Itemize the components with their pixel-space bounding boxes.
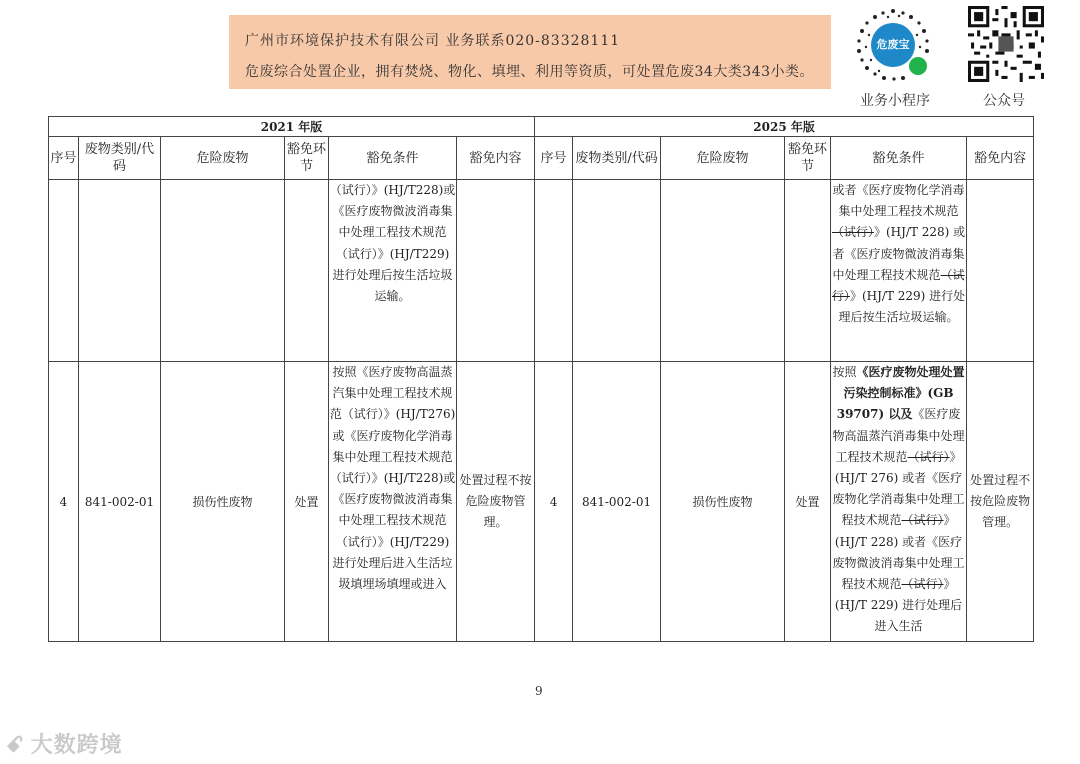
watermark-text: 大数跨境 [30,733,123,758]
header-content-2025: 豁免内容 [967,137,1034,180]
stage-2025: 处置 [785,362,831,642]
version-2025-header: 2025 年版 [535,117,1034,137]
header-category-2025: 废物类别/代码 [573,137,661,180]
waste-2021: 损伤性废物 [161,362,285,642]
company-banner [229,15,831,89]
content-2025: 处置过程不按危险废物管理。 [967,362,1034,642]
condition-2021-cell: 按照《医疗废物高温蒸汽集中处理工程技术规范（试行）》(HJ/T276)或《医疗废物化学消毒集中处理工程技术规范（试行）》(HJ/T228)或《医疗废物微波消毒集中处理工程技术规范（试行）》(HJ/T229) 进行处理后进入生活垃圾填埋场填埋或进入 [329,362,457,642]
table-row [49,180,1034,362]
mini-program-center-label: 危废宝 [871,23,915,67]
header-content-2021: 豁免内容 [457,137,535,180]
header-seq-2021: 序号 [49,137,79,180]
table-row [49,362,1034,642]
header-waste-2025: 危险废物 [661,137,785,180]
code-2021: 841-002-01 [79,362,161,642]
header-condition-2021: 豁免条件 [329,137,457,180]
condition-2025-cell: 按照《医疗废物处理处置污染控制标准》(GB 39707) 以及《医疗废物高温蒸汽消毒集中处理工程技术规范（试行）》(HJ/T 276) 或者《医疗废物化学消毒集中处理工程技术规范（试行）》(HJ/T 228) 或者《医疗废物微波消毒集中处理工程技术规范（试行）》(HJ/T 229) 进行处理后进入生活 [831,362,967,642]
header-seq-2025: 序号 [535,137,573,180]
page-number: 9 [535,684,543,698]
official-account-qr-code[interactable] [968,6,1044,82]
header-waste-2021: 危险废物 [161,137,285,180]
watermark-logo-icon: ꗃ [6,733,25,758]
wechat-icon [909,57,927,75]
code-2025: 841-002-01 [573,362,661,642]
stage-2021: 处置 [285,362,329,642]
condition-2025-cell: 或者《医疗废物化学消毒集中处理工程技术规范（试行）》(HJ/T 228) 或者《医疗废物微波消毒集中处理工程技术规范（试行）》(HJ/T 229) 进行处理后按生活垃圾运输。 [831,180,967,362]
banner-contact-line: 广州市环境保护技术有限公司 业务联系020-83328111 [245,33,621,49]
header-stage-2025: 豁免环节 [785,137,831,180]
seq-2021: 4 [49,362,79,642]
waste-2025: 损伤性废物 [661,362,785,642]
exemption-comparison-table [48,116,1034,642]
seq-2025: 4 [535,362,573,642]
mini-program-caption: 业务小程序 [860,93,930,109]
content-2021: 处置过程不按危险废物管理。 [457,362,535,642]
condition-2021-cell: （试行）》(HJ/T228)或《医疗废物微波消毒集中处理工程技术规范（试行）》(HJ/T229) 进行处理后按生活垃圾运输。 [329,180,457,362]
version-2021-header: 2021 年版 [49,117,535,137]
mini-program-code[interactable] [853,5,933,85]
header-category-2021: 废物类别/代码 [79,137,161,180]
header-condition-2025: 豁免条件 [831,137,967,180]
watermark [6,728,123,759]
banner-description-line: 危废综合处置企业，拥有焚烧、物化、填埋、利用等资质，可处置危废34大类343小类。 [245,64,815,80]
official-account-caption: 公众号 [983,93,1025,109]
header-stage-2021: 豁免环节 [285,137,329,180]
